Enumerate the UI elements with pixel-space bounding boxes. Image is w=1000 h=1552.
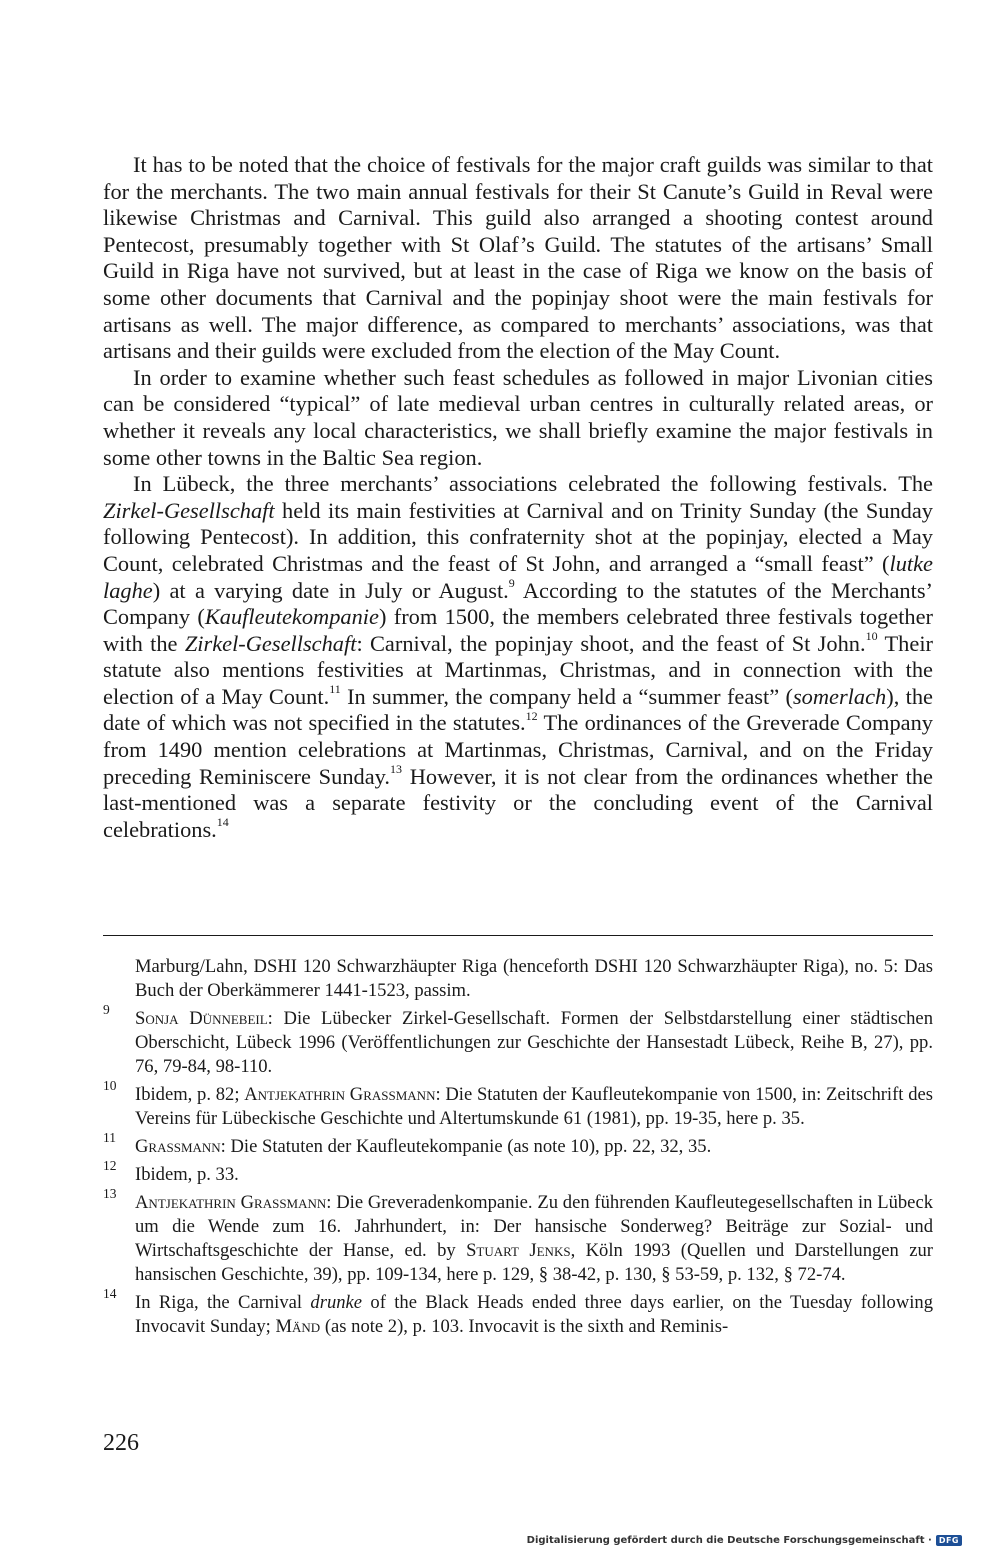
author-name: Antjekathrin Grassmann <box>135 1192 327 1213</box>
footnote-9: 9 Sonja Dünnebeil: Die Lübecker Zirkel-Gesellschaft. Formen der Selbstdarstellung einer städtischen Oberschicht, Lübeck 1996 (Veröffentlichungen zur Geschichte der Hansestadt Lübeck, Reihe B, 27), pp. 76, 79-84, 98-110. <box>103 1002 933 1077</box>
digitization-credit <box>527 1535 962 1546</box>
footnote-11: 11 Grassmann: Die Statuten der Kaufleutekompanie (as note 10), pp. 22, 32, 35. <box>103 1130 712 1157</box>
author-name: Grassmann <box>135 1136 221 1157</box>
footnote-number: 12 <box>103 1158 117 1173</box>
main-text <box>103 152 933 843</box>
footnote-number: 13 <box>103 1186 117 1201</box>
credit-text: Digitalisierung gefördert durch die Deutsche Forschungsgemeinschaft · <box>526 1535 932 1546</box>
italic-term: lutke laghe <box>103 550 933 603</box>
italic-term: somerlach <box>792 683 887 709</box>
footnote-number: 9 <box>103 1002 110 1017</box>
page-number: 226 <box>103 1430 139 1456</box>
footnote-ref-9[interactable]: 9 <box>508 576 515 591</box>
footnote-ref-14[interactable]: 14 <box>216 815 229 830</box>
author-name: Mänd <box>275 1316 321 1337</box>
italic-term: Zirkel-Gesellschaft <box>184 630 357 656</box>
footnote-ref-13[interactable]: 13 <box>389 762 402 777</box>
footnote-number: 10 <box>103 1078 117 1093</box>
footnote-14: 14 In Riga, the Carnival drunke of the Black Heads ended three days earlier, on the Tuesday following Invocavit Sunday; Mänd (as note 2), p. 103. Invocavit is the sixth and Reminis- <box>103 1286 933 1337</box>
footnote-13: 13 Antjekathrin Grassmann: Die Greveradenkompanie. Zu den führenden Kaufleutegesellschaften in Lübeck um die Wende zum 16. Jahrhundert, in: Der hansische Sonderweg? Beiträge zur Sozial- und Wirtschaftsgeschichte der Hanse, ed. by Stuart Jenks, Köln 1993 (Quellen und Darstellungen zur hansischen Geschichte, 39), pp. 109-134, here p. 129, § 38-42, p. 130, § 53-59, p. 132, § 72-74. <box>103 1186 933 1285</box>
paragraph-2: In order to examine whether such feast schedules as followed in major Livonian cities can be considered “typical” of late medieval urban centres in culturally related areas, or whether it reveals any local characteristics, we shall briefly examine the major festivals in some other towns in the Baltic Sea region. <box>103 364 933 470</box>
footnote-ref-10[interactable]: 10 <box>865 629 878 644</box>
footnote-number: 11 <box>103 1130 116 1145</box>
paragraph-3: In Lübeck, the three merchants’ associations celebrated the following festivals. The Zirkel-Gesellschaft held its main festivities at Carnival and on Trinity Sunday (the Sunday following Pentecost). In addition, this confraternity shot at the popinjay, elected a May Count, celebrated Christmas and the feast of St John, and arranged a “small feast” (lutke laghe) at a varying date in July or August.$^9$ According to the statutes of the Merchants’ Company (Kaufleutekompanie) from 1500, the members celebrated three festivals together with the Zirkel-Gesellschaft: Carnival, the popinjay shoot, and the feast of St John.$^{10}$ Their statute also mentions festivities at Martinmas, Christmas, and in connection with the election of a May Count.$^{11}$ In summer, the company held a “summer feast” (somerlach), the date of which was not specified in the statutes.$^{12}$ The ordinances of the Greverade Company from 1490 mention celebrations at Martinmas, Christmas, Carnival, and on the Friday preceding Reminiscere Sunday.$^{13}$ However, it is not clear from the ordinances whether the last-mentioned was a separate festivity or the concluding event of the Carnival celebrations.$^{14}$ <box>103 471 934 842</box>
editor-name: Stuart Jenks <box>466 1240 571 1261</box>
footnote-10: 10 Ibidem, p. 82; Antjekathrin Grassmann: Die Statuten der Kaufleutekompanie von 1500, in: Zeitschrift des Vereins für Lübeckische Geschichte und Altertumskunde 61 (1981), pp. 19-35, here p. 35. <box>103 1078 933 1129</box>
footnote-number: 14 <box>103 1286 117 1301</box>
dfg-logo-icon: DFG <box>936 1535 962 1546</box>
italic-term: Zirkel-Gesellschaft <box>103 497 275 523</box>
footnote-12: 12 Ibidem, p. 33. <box>103 1158 239 1185</box>
italic-term: drunke <box>310 1292 363 1313</box>
author-name: Sonja Dünnebeil <box>135 1008 268 1029</box>
footnote-ref-12[interactable]: 12 <box>525 709 538 723</box>
italic-term: Kaufleutekompanie <box>204 604 379 630</box>
paragraph-1: It has to be noted that the choice of festivals for the major craft guilds was similar to that for the merchants. The two main annual festivals for their St Canute’s Guild in Reval were likewise Christmas and Carnival. This guild also arranged a shooting contest around Pentecost, presumably together with St Olaf’s Guild. The statutes of the artisans’ Small Guild in Riga have not survived, but at least in the case of Riga we know on the basis of some other documents that Carnival and the popinjay shoot were the main festivals for artisans as well. The major difference, as compared to merchants’ associations, was that artisans and their guilds were excluded from the election of the May Count. <box>103 152 933 364</box>
footnote-continued: Marburg/Lahn, DSHI 120 Schwarzhäupter Riga (henceforth DSHI 120 Schwarzhäupter Riga), no. 5: Das Buch der Oberkämmerer 1441-1523, passim. <box>135 956 933 1001</box>
footnote-ref-11[interactable]: 11 <box>329 682 341 697</box>
footnotes <box>103 955 933 1343</box>
footnote-divider <box>103 935 933 936</box>
author-name: Antjekathrin Grassmann <box>244 1084 436 1105</box>
